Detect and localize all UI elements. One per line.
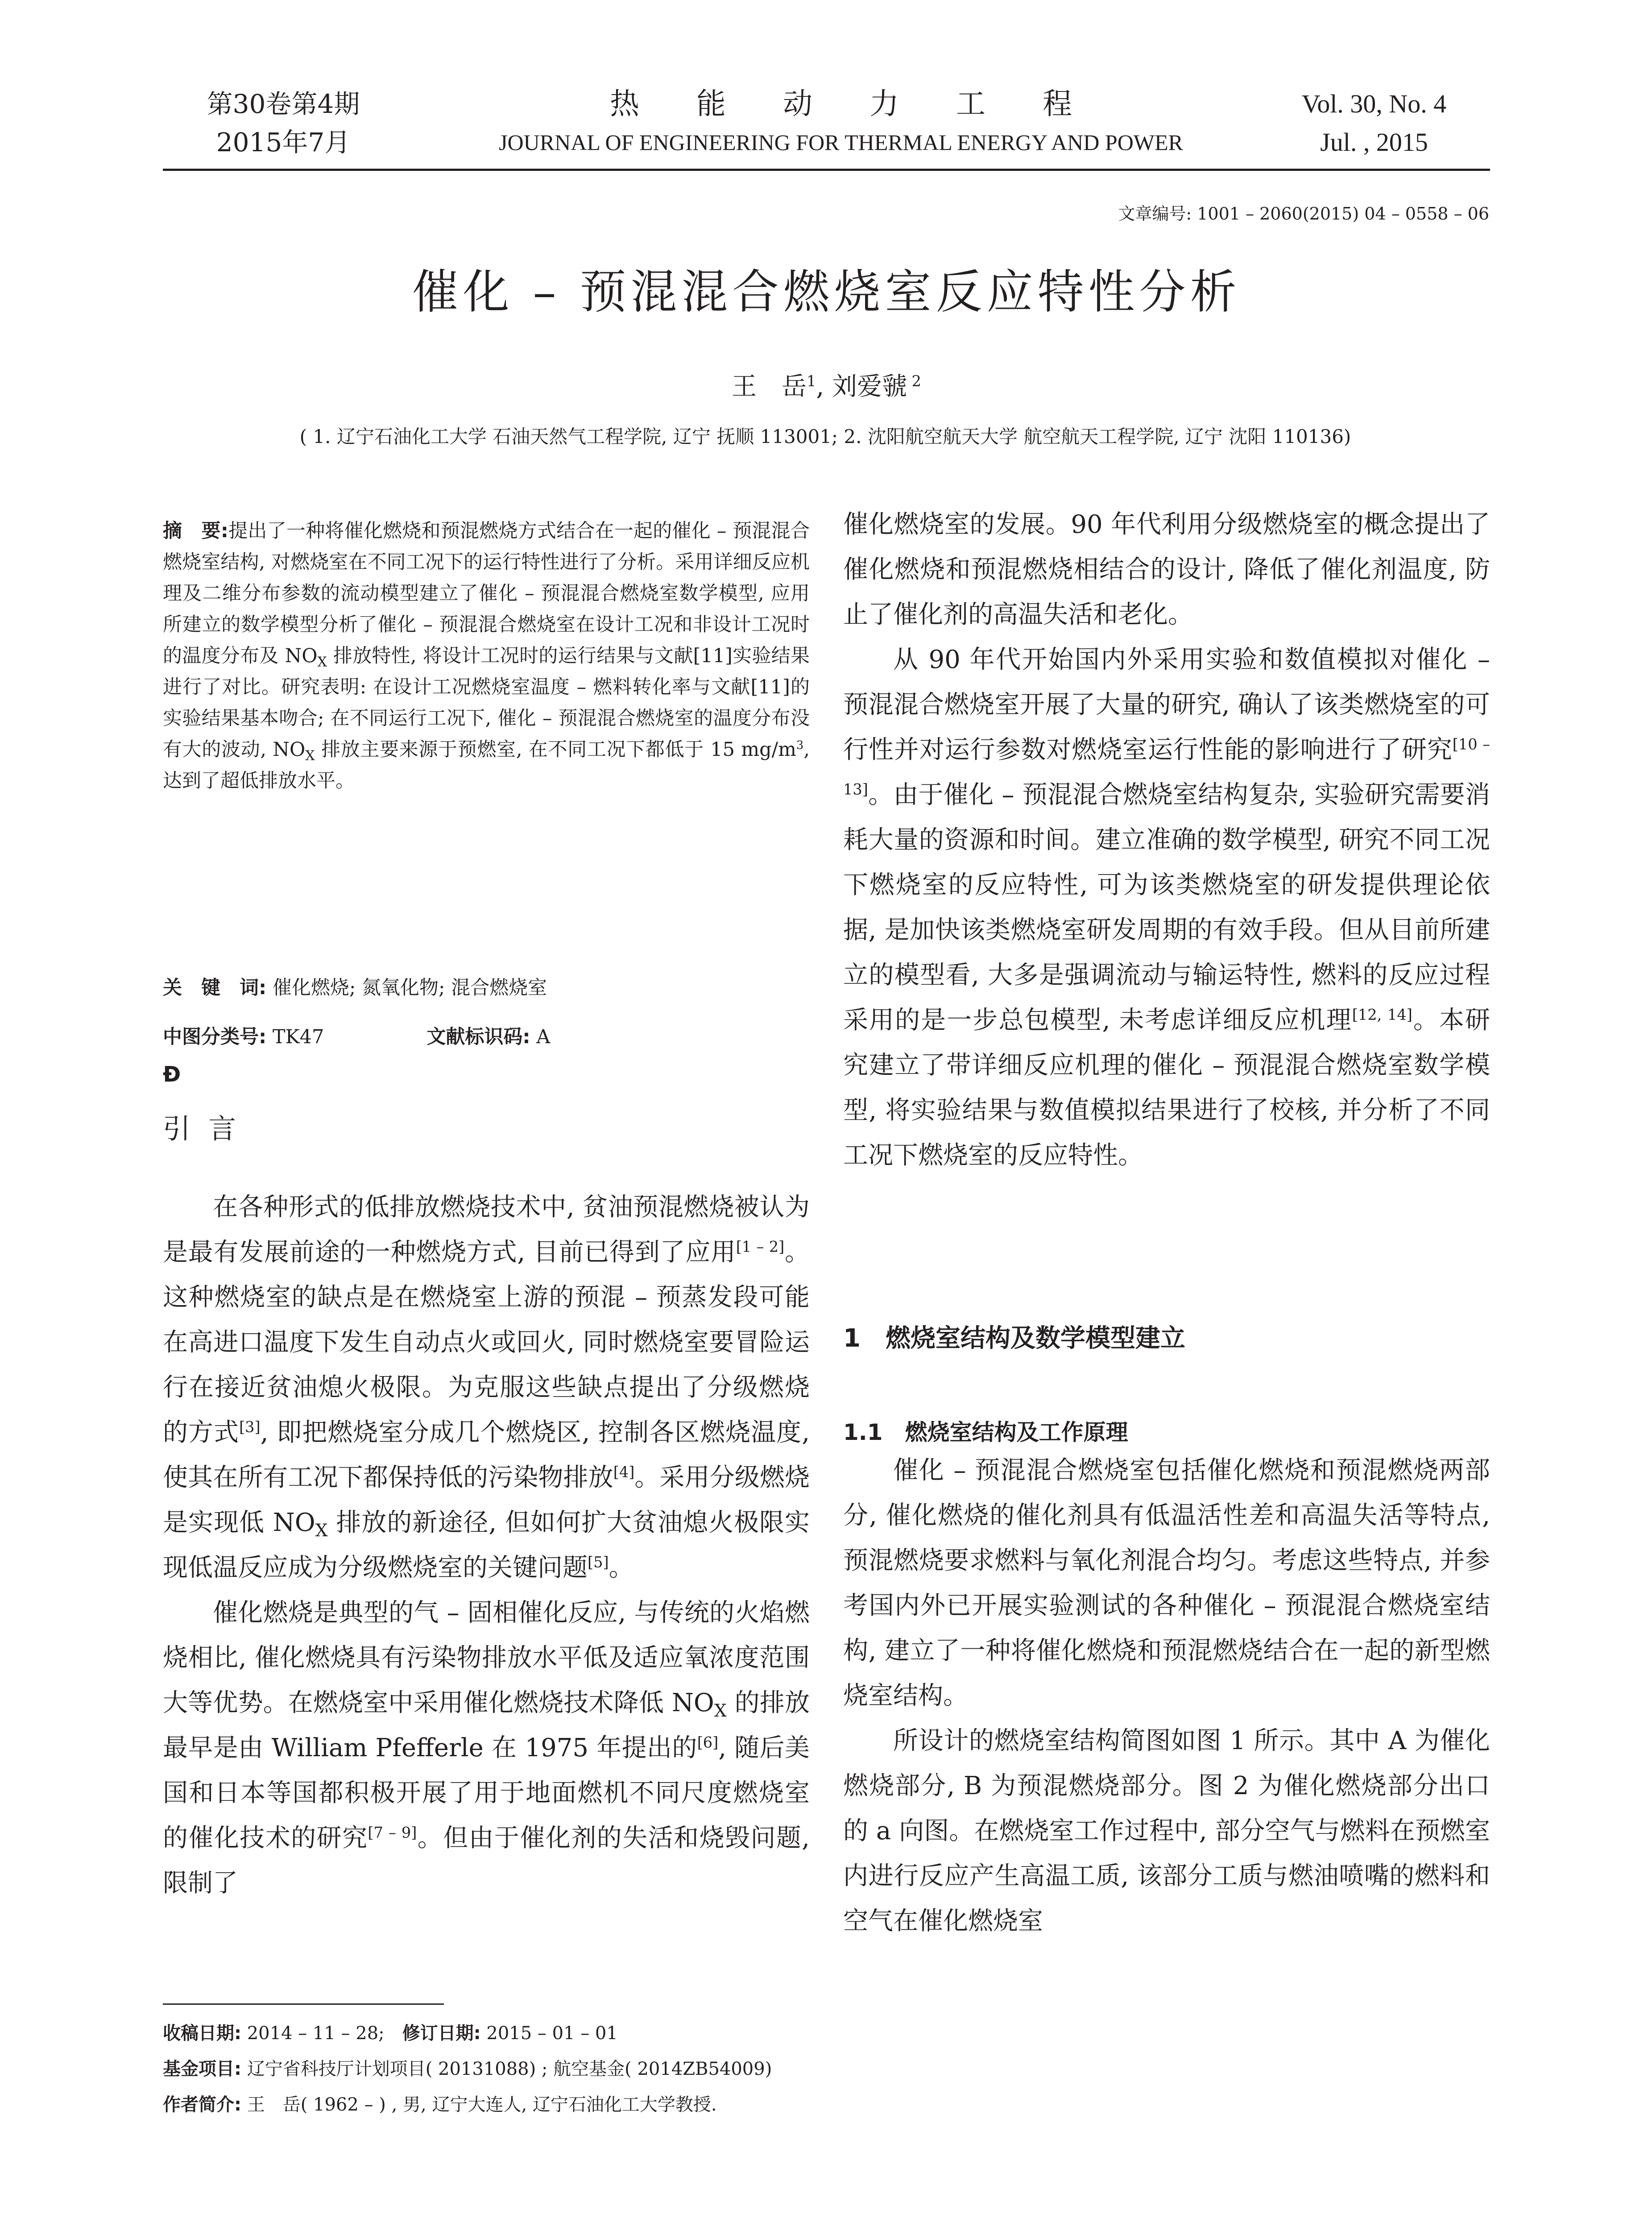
intro-paragraph-3: 从 90 年代开始国内外采用实验和数值模拟对催化 – 预混混合燃烧室开展了大量的研究, 确认了该类燃烧室的可行性并对运行参数对燃烧室运行性能的影响进行了研究[10 – 13]。由于催化 – 预混混合燃烧室结构复杂, 实验研究需要消耗大量的资源和时间。建立准确的数学模型, 研究不同工况下燃烧室的反应特性, 可为该类燃烧室的研发提供理论依据, 是加快该类燃烧室研发周期的有效手段。但从目前所建立的模型看, 大多是强调流动与输运特性, 燃料的反应过程采用的是一步总包模型, 未考虑详细反应机理[12, 14]。本研究建立了带详细反应机理的催化 – 预混混合燃烧室数学模型, 将实验结果与数值模拟结果进行了校核, 并分析了不同工况下燃烧室的反应特性。 <box>843 645 1490 1170</box>
intro-heading: 引言 <box>163 1112 254 1145</box>
copyright-notice <box>0 2224 1652 2231</box>
author-line: 王 岳$^1$, 刘爱虢 $^2$ <box>731 372 922 401</box>
footnote-rule <box>163 2003 444 2005</box>
abstract: 摘 要:提出了一种将催化燃烧和预混燃烧方式结合在一起的催化 – 预混混合燃烧室结构, 对燃烧室在不同工况下的运行特性进行了分析。采用详细反应机理及二维分布参数的流动模型建立了催化 – 预混混合燃烧室数学模型, 应用所建立的数学模型分析了催化 – 预混混合燃烧室在设计工况和非设计工况时的温度分布及 $NO_X$ 排放特性, 将设计工况时的运行结果与文献[11]实验结果进行了对比。研究表明: 在设计工况燃烧室温度 – 燃料转化率与文献[11]的实验结果基本吻合; 在不同运行工况下, 催化 – 预混混合燃烧室的温度分布没有大的波动, $NO_X$ 排放主要来源于预燃室, 在不同工况下都低于 15 $mg/m^3$, 达到了超低排放水平。 <box>163 520 810 792</box>
section-1-1-paragraph-2: 所设计的燃烧室结构简图如图 1 所示。其中 A 为催化燃烧部分, B 为预混燃烧部分。图 2 为催化燃烧部分出口的 a 向图。在燃烧室工作过程中, 部分空气与燃料在预燃室内进行反应产生高温工质, 该部分工质与燃油喷嘴的燃料和空气在催化燃烧室 <box>843 1726 1490 1936</box>
intro-paragraph-2-cont: 催化燃烧室的发展。90 年代利用分级燃烧室的概念提出了催化燃烧和预混燃烧相结合的设计, 降低了催化剂温度, 防止了催化剂的高温失活和老化。 <box>843 510 1490 629</box>
volume-en: Vol. 30, No. 4 <box>1301 89 1447 118</box>
section-1-1-paragraph-1: 催化 – 预混混合燃烧室包括催化燃烧和预混燃烧两部分, 催化燃烧的催化剂具有低温活性差和高温失活等特点, 预混燃烧要求燃料与氧化剂混合均匀。考虑这些特点, 并参考国内外已开展实验测试的各种催化 – 预混混合燃烧室结构, 建立了一种将催化燃烧和预混燃烧结合在一起的新型燃烧室结构。 <box>843 1456 1490 1710</box>
footnote-author: 作者简介: 王 岳( 1962 – ) , 男, 辽宁大连人, 辽宁石油化工大学教授. <box>163 2094 717 2115</box>
journal-name-en: JOURNAL OF ENGINEERING FOR THERMAL ENERGY AND POWER <box>499 130 1183 155</box>
author-2: 刘爱虢 <box>832 372 907 401</box>
journal-issue-en <box>1271 85 1477 162</box>
keywords-label: 关 键 词: <box>163 977 267 999</box>
keywords: 关 键 词: 催化燃烧; 氮氧化物; 混合燃烧室 <box>163 977 547 999</box>
section-1-heading: 1 燃烧室结构及数学模型建立 <box>843 1324 1185 1353</box>
marker-glyph: Ð <box>163 1062 181 1087</box>
intro-left-column <box>163 1185 810 1906</box>
header-rule <box>163 169 1490 171</box>
article-number: 文章编号: 1001 – 2060(2015) 04 – 0558 – 06 <box>1118 204 1489 224</box>
intro-paragraph-1: 在各种形式的低排放燃烧技术中, 贫油预混燃烧被认为是最有发展前途的一种燃烧方式, 目前已得到了应用[1 – 2]。这种燃烧室的缺点是在燃烧室上游的预混 – 预蒸发段可能在高进口温度下发生自动点火或回火, 同时燃烧室要冒险运行在接近贫油熄火极限。为克服这些缺点提出了分级燃烧的方式[3], 即把燃烧室分成几个燃烧区, 控制各区燃烧温度, 使其在所有工况下都保持低的污染物排放[4]。采用分级燃烧是实现低 $NO_X$ 排放的新途径, 但如何扩大贫油熄火极限实现低温反应成为分级燃烧室的关键问题[5]。 <box>163 1193 810 1582</box>
footnote-dates: 收稿日期: 2014 – 11 – 28; 修订日期: 2015 – 01 – 01 <box>163 2023 618 2044</box>
footnote-fund: 基金项目: 辽宁省科技厅计划项目( 20131088) ; 航空基金( 2014ZB54009) <box>163 2059 772 2079</box>
intro-paragraph-2: 催化燃烧是典型的气 – 固相催化反应, 与传统的火焰燃烧相比, 催化燃烧具有污染物排放水平低及适应氧浓度范围大等优势。在燃烧室中采用催化燃烧技术降低 $NO_X$ 的排放最早是由 William Pfefferle 在 1975 年提出的[6], 随后美国和日本等国都积极开展了用于地面燃机不同尺度燃烧室的催化技术的研究[7 – 9]。但由于催化剂的失活和烧毁问题, 限制了 <box>163 1598 810 1898</box>
classification: 中图分类号: TK47 文献标识码: A <box>163 1026 551 1048</box>
journal-name-cn: 热能动力工程 <box>610 87 1129 121</box>
journal-issue-cn <box>178 85 388 162</box>
section-1-1-heading: 1.1 燃烧室结构及工作原理 <box>843 1419 1128 1445</box>
intro-right-column <box>843 502 1490 1178</box>
issue-cn: 第30卷第4期 <box>207 89 360 119</box>
affiliation: ( 1. 辽宁石油化工大学 石油天然气工程学院, 辽宁 抚顺 113001; 2. 沈阳航空航天大学 航空航天工程学院, 辽宁 沈阳 110136) <box>299 426 1351 448</box>
journal-name <box>446 85 1236 162</box>
author-1: 王 岳 <box>731 372 807 401</box>
date-cn: 2015年7月 <box>216 127 351 158</box>
paper-title: 催化 – 预混混合燃烧室反应特性分析 <box>412 265 1241 319</box>
date-en: Jul. , 2015 <box>1320 128 1428 157</box>
section-1-1-body <box>843 1448 1490 1944</box>
abstract-label: 摘 要: <box>163 520 228 542</box>
